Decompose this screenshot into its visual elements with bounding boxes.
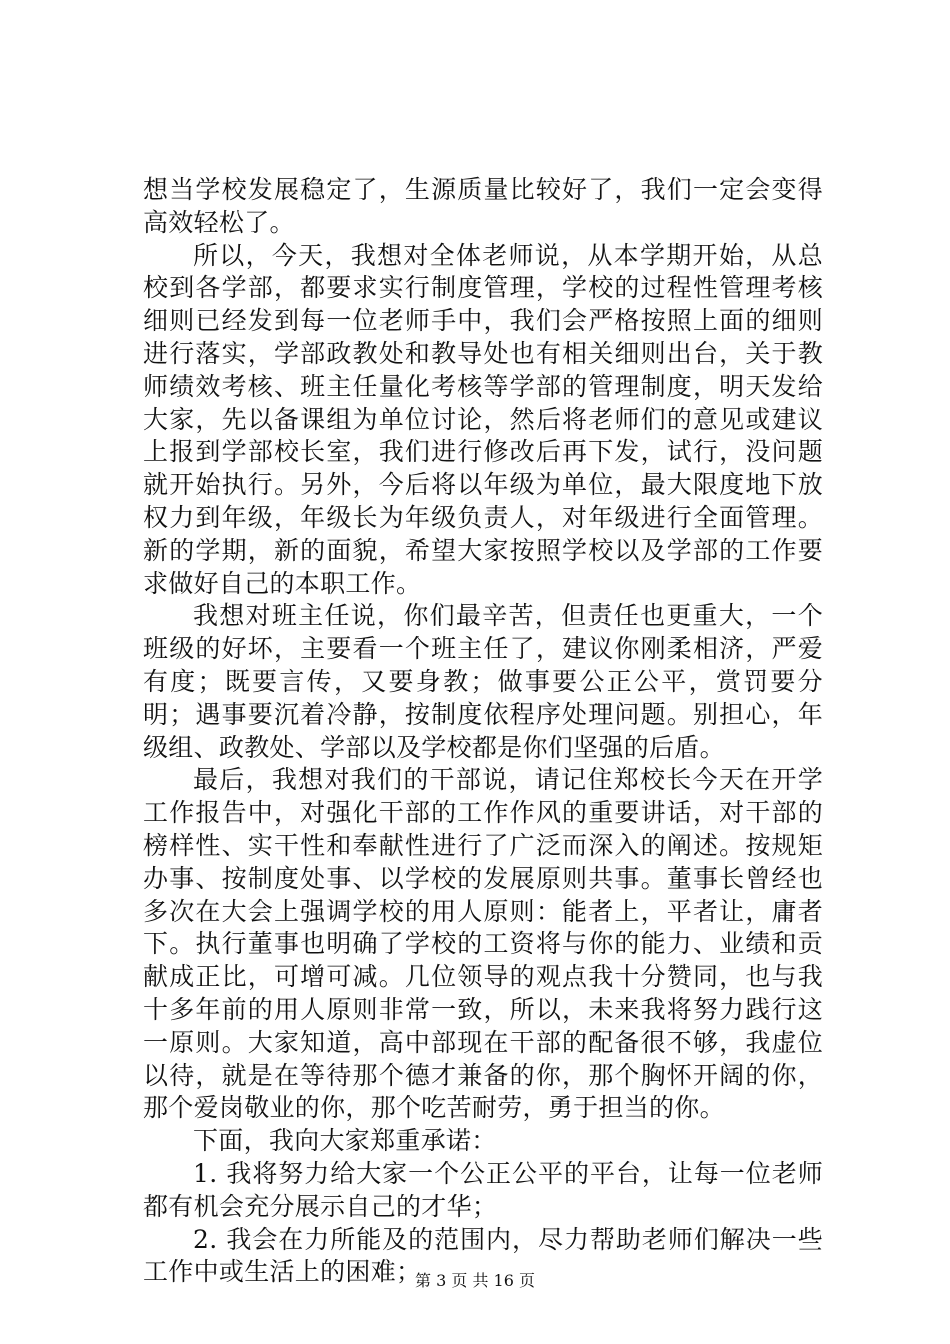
paragraph-cadres: 最后，我想对我们的干部说，请记住郑校长今天在开学工作报告中，对强化干部的工作作风的重要讲话，对干部的榜样性、实干性和奉献性进行了广泛而深入的阐述。按规矩办事、按制度处事、以学校的发展原则共事。董事长曾经也多次在大会上强调学校的用人原则：能者上，平者让，庸者下。执行董事也明确了学校的工资将与你的能力、业绩和贡献成正比，可增可减。几位领导的观点我十分赞同，也与我十多年前的用人原则非常一致，所以，未来我将努力践行这一原则。大家知道，高中部现在干部的配备很不够，我虚位以待，就是在等待那个德才兼备的你，那个胸怀开阔的你，那个爱岗敬业的你，那个吃苦耐劳，勇于担当的你。: [143, 765, 823, 1123]
paragraph-all-teachers: 所以，今天，我想对全体老师说，从本学期开始，从总校到各学部，都要求实行制度管理，学校的过程性管理考核细则已经发到每一位老师手中，我们会严格按照上面的细则进行落实，学部政教处和教导处也有相关细则出台，关于教师绩效考核、班主任量化考核等学部的管理制度，明天发给大家，先以备课组为单位讨论，然后将老师们的意见或建议上报到学部校长室，我们进行修改后再下发，试行，没问题就开始执行。另外，今后将以年级为单位，最大限度地下放权力到年级，年级长为年级负责人，对年级进行全面管理。新的学期，新的面貌，希望大家按照学校以及学部的工作要求做好自己的本职工作。: [143, 240, 823, 598]
paragraph-head-teachers: 我想对班主任说，你们最辛苦，但责任也更重大，一个班级的好坏，主要看一个班主任了，建议你刚柔相济，严爱有度；既要言传，又要身教；做事要公正公平，赏罚要分明；遇事要沉着冷静，按制度依程序处理问题。别担心，年级组、政教处、学部以及学校都是你们坚强的后盾。: [143, 601, 823, 762]
promise-item-1: 1. 我将努力给大家一个公正公平的平台，让每一位老师都有机会充分展示自己的才华；: [143, 1158, 823, 1221]
paragraph-promise-intro: 下面，我向大家郑重承诺：: [193, 1126, 497, 1156]
page-number-footer: 第 3 页 共 16 页: [415, 1271, 535, 1290]
paragraph-continuation: 想当学校发展稳定了，生源质量比较好了，我们一定会变得高效轻松了。: [143, 175, 823, 237]
promise-item-2: 2. 我会在力所能及的范围内，尽力帮助老师们解决一些工作中或生活上的困难；: [143, 1224, 823, 1287]
document-body: [143, 174, 823, 1289]
